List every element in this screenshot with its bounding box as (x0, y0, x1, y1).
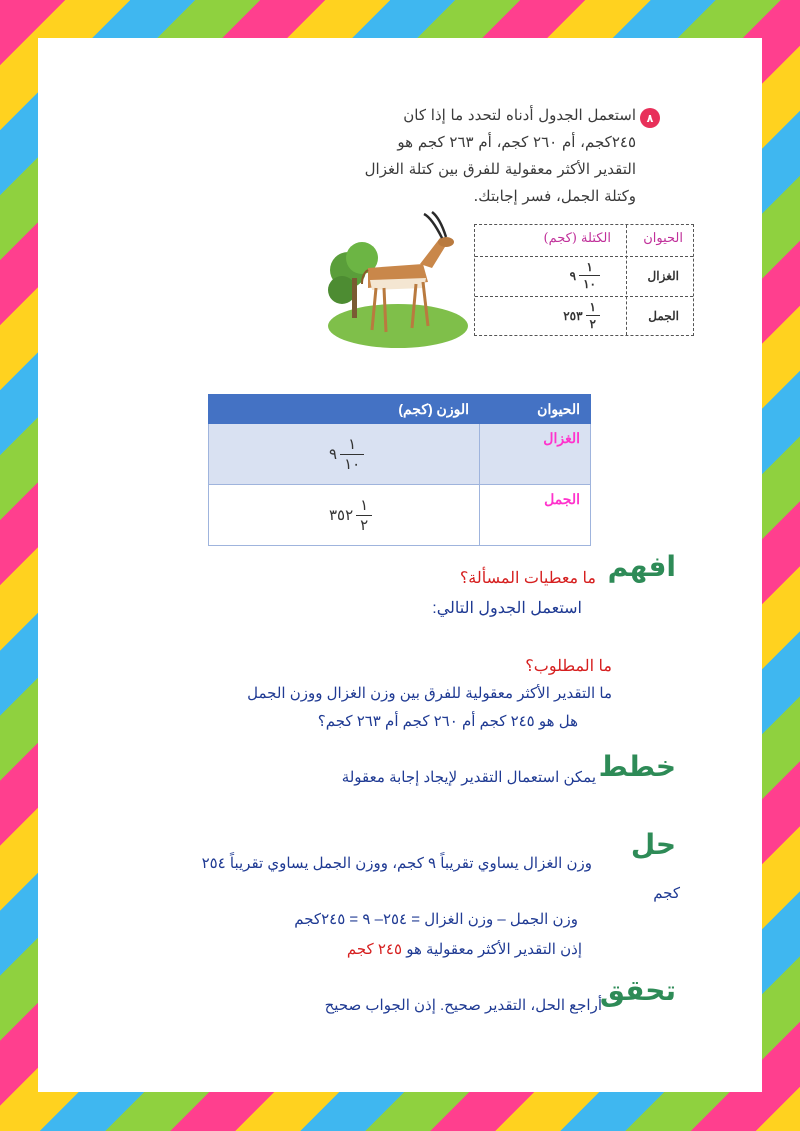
solve-line2: وزن الجمل – وزن الغزال = ٢٥٤– ٩ = ٢٤٥كجم (294, 911, 578, 928)
fraction-denominator: ٢ (586, 315, 600, 330)
problem-line: وكتلة الجمل، فسر إجابتك. (473, 187, 636, 205)
table-row (209, 424, 591, 485)
table-row (209, 485, 591, 546)
fraction-numerator: ١ (589, 300, 596, 314)
animal-name-cell: الغزال (480, 424, 591, 485)
solve-line3 (347, 940, 582, 958)
column-header-animal: الحيوان (480, 395, 591, 424)
weight-whole: ٣٥٢ (329, 507, 354, 524)
fraction-numerator: ١ (348, 435, 357, 453)
gazelle-illustration (328, 208, 468, 348)
wanted-question: ما المطلوب؟ (525, 658, 612, 675)
animal-gazelle-label: الغزال (647, 269, 679, 283)
fraction-denominator: ٢ (356, 515, 372, 533)
problem-mass-table (474, 224, 694, 336)
column-header-weight: الوزن (كجم) (209, 395, 480, 424)
gazelle-mass-value (570, 261, 603, 290)
problem-line: ٢٤٥كجم، أم ٢٦٠ كجم، أم ٢٦٣ كجم هو (397, 133, 636, 151)
mass-whole: ٢٥٣ (563, 308, 583, 323)
check-text: أراجع الحل، التقدير صحيح. إذن الجواب صحيح (324, 997, 602, 1014)
solve-line1-unit: كجم (653, 885, 680, 902)
animal-camel-label: الجمل (648, 309, 679, 323)
solve-line1: وزن الغزال يساوي تقريباً ٩ كجم، ووزن الجمل يساوي تقريباً ٢٥٤ (201, 855, 592, 872)
weight-table (208, 394, 591, 546)
animal-name-cell: الجمل (480, 485, 591, 546)
problem-line: استعمل الجدول أدناه لتحدد ما إذا كان (403, 106, 636, 124)
column-header-mass: الكتلة (كجم) (543, 231, 611, 246)
wanted-answer-line1: ما التقدير الأكثر معقولية للفرق بين وزن الغزال ووزن الجمل (247, 685, 612, 702)
fraction-denominator: ١٠ (340, 454, 364, 472)
problem-line: التقدير الأكثر معقولية للفرق بين كتلة الغزال (364, 160, 636, 178)
fraction-denominator: ١٠ (579, 275, 600, 290)
mass-whole: ٩ (569, 268, 577, 283)
weight-cell (209, 424, 480, 485)
table-divider (626, 225, 627, 335)
weight-whole: ٩ (329, 446, 338, 463)
given-question: ما معطيات المسألة؟ (459, 570, 596, 587)
plan-heading: خطط (598, 750, 676, 783)
understand-heading: افهم (607, 550, 676, 583)
problem-number-badge: ٨ (640, 108, 660, 128)
plan-text: يمكن استعمال التقدير لإيجاد إجابة معقولة (341, 769, 596, 786)
wanted-answer-line2: هل هو ٢٤٥ كجم أم ٢٦٠ كجم أم ٢٦٣ كجم؟ (317, 713, 578, 730)
fraction-numerator: ١ (586, 260, 593, 274)
given-answer: استعمل الجدول التالي: (432, 600, 582, 617)
weight-cell (209, 485, 480, 546)
solve-heading: حل (630, 828, 676, 861)
column-header-animal: الحيوان (643, 231, 683, 246)
solve-answer: ٢٤٥ كجم (346, 941, 403, 958)
solve-line3-prefix: إذن التقدير الأكثر معقولية هو (406, 941, 582, 958)
table-divider (475, 256, 693, 257)
fraction-numerator: ١ (360, 496, 369, 514)
table-divider (475, 296, 693, 297)
camel-mass-value (563, 301, 603, 330)
check-heading: تحقق (599, 974, 676, 1007)
problem-statement (318, 102, 636, 210)
worksheet-page (38, 38, 762, 1092)
